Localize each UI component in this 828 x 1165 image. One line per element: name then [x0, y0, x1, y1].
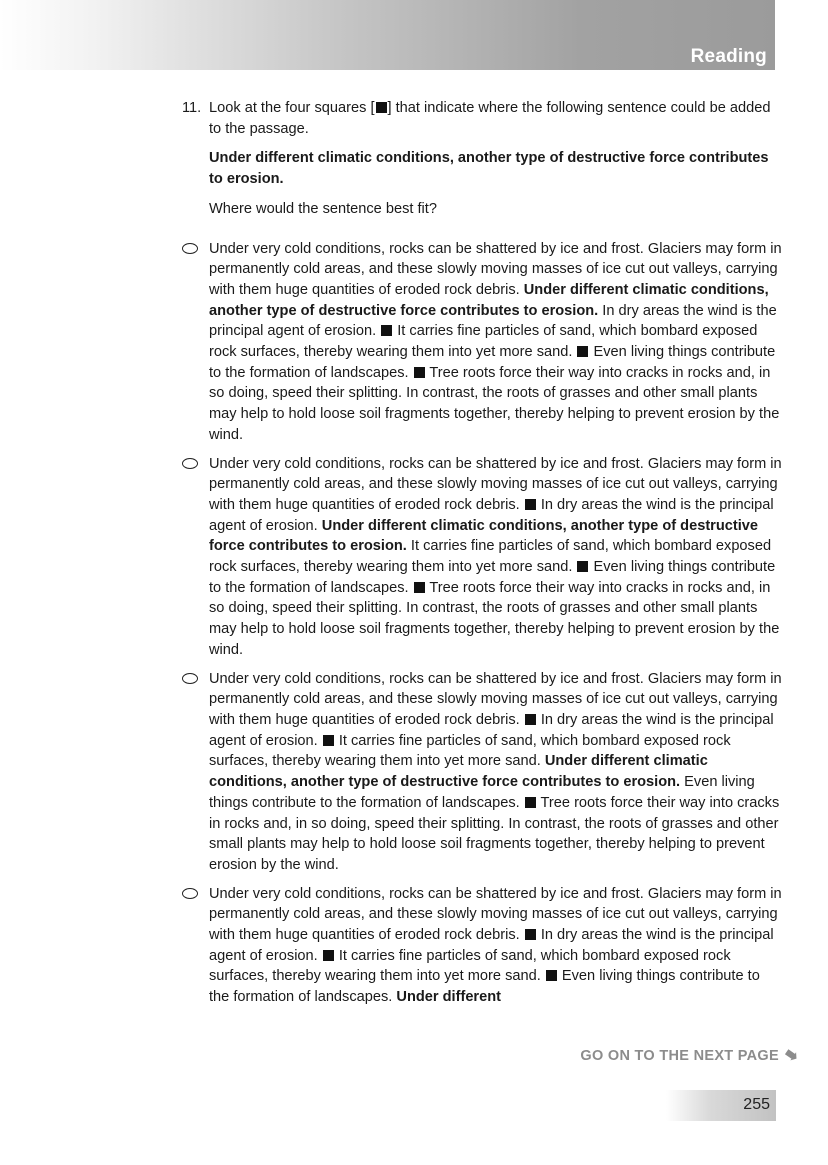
inserted-sentence-text: Under different climatic conditions, another type of destructive force contributes to erosion. [209, 281, 769, 319]
next-page-link[interactable] [580, 1048, 798, 1064]
radio-button[interactable] [182, 243, 198, 254]
header-band [0, 0, 775, 70]
passage-text: In dry areas the wind is the principal agent of erosion. [209, 302, 777, 340]
radio-button[interactable] [182, 673, 198, 684]
passage-text: Tree roots force their way into cracks in rocks and, in so doing, speed their splitting. In contrast, the roots of grasses and other small plants may help to hold loose soil fragments together, thereby helping to prevent erosion by the wind. [209, 579, 780, 658]
inserted-sentence-text: Under different [396, 989, 501, 1006]
option-text [209, 669, 782, 876]
radio-button[interactable] [182, 458, 198, 469]
square-marker-icon [414, 367, 425, 378]
square-marker-icon [323, 735, 334, 746]
passage-text: In dry areas the wind is the principal agent of erosion. [209, 927, 774, 964]
square-marker-icon [376, 102, 387, 113]
passage-text: Even living things contribute to the formation of landscapes. [209, 344, 776, 381]
radio-button[interactable] [182, 888, 198, 899]
next-page-label: GO ON TO THE NEXT PAGE [580, 1048, 779, 1064]
passage-text: In dry areas the wind is the principal agent of erosion. [209, 496, 774, 534]
passage-text: Even living things contribute to the formation of landscapes. [209, 559, 776, 596]
square-marker-icon [577, 561, 588, 572]
answer-option[interactable] [182, 454, 782, 661]
square-marker-icon [577, 346, 588, 357]
page-number: 255 [743, 1096, 770, 1113]
prompt-text-before: Look at the four squares [ [209, 100, 375, 116]
insert-sentence: Under different climatic conditions, another type of destructive force contributes to erosion. [209, 150, 769, 188]
square-marker-icon [525, 929, 536, 940]
passage-text: It carries fine particles of sand, which bombard exposed rock surfaces, thereby wearing them into yet more sand. [209, 538, 772, 576]
passage-text: Tree roots force their way into cracks in rocks and, in so doing, speed their splitting. In contrast, the roots of grasses and other small plants may help to hold loose soil fragments together, thereby helping to prevent erosion by the wind. [209, 364, 780, 443]
passage-text: In dry areas the wind is the principal agent of erosion. [209, 711, 774, 749]
section-title: Reading [690, 46, 767, 67]
square-marker-icon [525, 499, 536, 510]
question-content [182, 98, 782, 1016]
square-marker-icon [525, 714, 536, 725]
square-marker-icon [414, 582, 425, 593]
square-marker-icon [546, 970, 557, 981]
square-marker-icon [323, 950, 334, 961]
page-number-band [666, 1090, 776, 1121]
answer-options [182, 239, 782, 1008]
option-text [209, 884, 782, 1008]
passage-text: Under very cold conditions, rocks can be shattered by ice and frost. Glaciers may form in permanently cold areas, and these slowly moving masses of ice cut out valleys, carrying with them huge quantities of eroded rock debris. [209, 885, 782, 944]
passage-text: It carries fine particles of sand, which bombard exposed rock surfaces, thereby wearing them into yet more sand. [209, 947, 731, 985]
square-marker-icon [381, 325, 392, 336]
option-text [209, 239, 782, 446]
passage-text: Under very cold conditions, rocks can be shattered by ice and frost. Glaciers may form in permanently cold areas, and these slowly moving masses of ice cut out valleys, carrying with them huge quantities of eroded rock debris. [209, 670, 782, 728]
answer-option[interactable] [182, 239, 782, 446]
prompt-text-after: ] that indicate where the following sentence could be added to the passage. [209, 100, 771, 137]
option-text [209, 454, 782, 661]
fit-question: Where would the sentence best fit? [209, 200, 437, 217]
passage-text: It carries fine particles of sand, which bombard exposed rock surfaces, thereby wearing them into yet more sand. [209, 732, 731, 770]
arrow-down-right-icon [784, 1049, 798, 1063]
passage-text: Under very cold conditions, rocks can be shattered by ice and frost. Glaciers may form in permanently cold areas, and these slowly moving masses of ice cut out valleys, carrying with them huge quantities of eroded rock debris. [209, 455, 782, 513]
passage-text: Under very cold conditions, rocks can be shattered by ice and frost. Glaciers may form in permanently cold areas, and these slowly moving masses of ice cut out valleys, carrying with them huge quantities of eroded rock debris. [209, 240, 782, 298]
passage-text: Even living things contribute to the formation of landscapes. [209, 968, 760, 1006]
answer-option[interactable] [182, 669, 782, 876]
question-prompt [182, 98, 782, 139]
inserted-sentence-text: Under different climatic conditions, another type of destructive force contributes to erosion. [209, 517, 759, 555]
inserted-sentence-text: Under different climatic conditions, another type of destructive force contributes to erosion. [209, 753, 708, 791]
question-number: 11. [182, 100, 202, 116]
answer-option[interactable] [182, 884, 782, 1008]
passage-text: Even living things contribute to the formation of landscapes. [209, 774, 755, 811]
passage-text: Tree roots force their way into cracks in rocks and, in so doing, speed their splitting. In contrast, the roots of grasses and other small plants may help to hold loose soil fragments together, thereby helping to prevent erosion by the wind. [209, 794, 780, 873]
passage-text: It carries fine particles of sand, which bombard exposed rock surfaces, thereby wearing them into yet more sand. [209, 323, 758, 361]
square-marker-icon [525, 797, 536, 808]
